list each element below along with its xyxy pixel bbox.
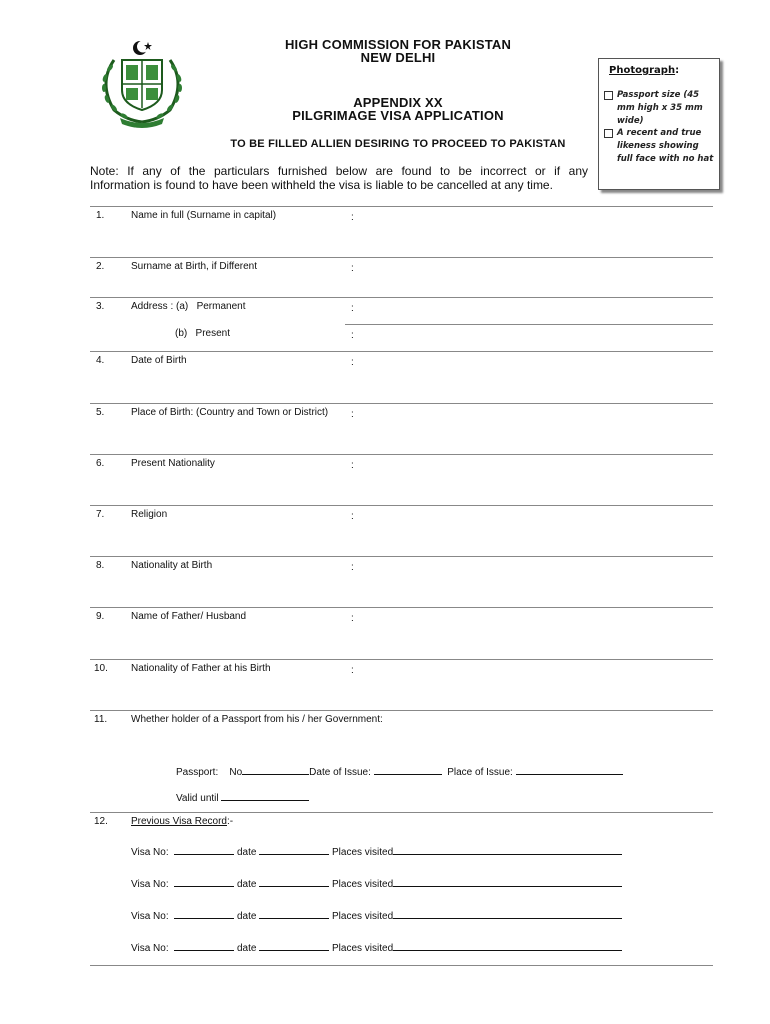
photograph-requirements — [604, 89, 716, 166]
divider — [90, 403, 713, 404]
passport-valid-row: Valid until — [176, 790, 309, 804]
pakistan-emblem — [92, 38, 192, 128]
photo-requirement-likeness: A recent and true likeness showing full face with no hat — [604, 127, 716, 165]
passport-number-blank[interactable] — [242, 764, 309, 775]
visa-record-row: Visa No: date Places visited — [131, 876, 622, 890]
divider — [90, 297, 713, 298]
org-city: NEW DELHI — [360, 50, 436, 65]
visa-date-blank[interactable] — [259, 844, 329, 855]
divider — [345, 324, 713, 325]
places-visited-blank[interactable] — [393, 908, 622, 919]
visa-number-blank[interactable] — [174, 908, 234, 919]
warning-note — [90, 164, 588, 192]
emblem-icon — [92, 38, 192, 128]
visa-date-blank[interactable] — [259, 876, 329, 887]
divider — [90, 556, 713, 557]
checkbox-icon — [604, 129, 613, 138]
divider — [90, 659, 713, 660]
note-line-2: Information is found to have been withheld the visa is liable to be cancelled at any time. — [90, 178, 553, 192]
places-visited-blank[interactable] — [393, 876, 622, 887]
passport-details-row: Passport: No Date of Issue: Place of Issue: — [176, 764, 623, 778]
divider — [90, 351, 713, 352]
visa-date-blank[interactable] — [259, 908, 329, 919]
visa-record-row: Visa No: date Places visited — [131, 908, 622, 922]
divider — [90, 454, 713, 455]
photograph-title: Photograph: — [609, 65, 680, 76]
form-title: PILGRIMAGE VISA APPLICATION — [292, 108, 504, 123]
places-visited-blank[interactable] — [393, 844, 622, 855]
divider — [90, 812, 713, 813]
divider — [90, 505, 713, 506]
visa-record-row: Visa No: date Places visited — [131, 940, 622, 954]
divider — [90, 965, 713, 966]
divider — [90, 206, 713, 207]
photograph-box[interactable] — [598, 58, 720, 190]
visa-number-blank[interactable] — [174, 876, 234, 887]
visa-number-blank[interactable] — [174, 844, 234, 855]
divider — [90, 607, 713, 608]
form-instruction: TO BE FILLED ALLIEN DESIRING TO PROCEED TO PAKISTAN — [230, 138, 566, 150]
visa-date-blank[interactable] — [259, 940, 329, 951]
note-line-1: Note: If any of the particulars furnished below are found to be incorrect or if any — [90, 164, 588, 178]
visa-record-title: Previous Visa Record:- — [131, 816, 234, 827]
valid-until-blank[interactable] — [221, 790, 309, 801]
visa-record-number: 12. — [94, 816, 108, 827]
checkbox-icon — [604, 91, 613, 100]
photo-requirement-size: Passport size (45 mm high x 35 mm wide) — [604, 89, 716, 127]
org-name: HIGH COMMISSION FOR PAKISTAN — [284, 37, 512, 52]
issue-place-blank[interactable] — [516, 764, 623, 775]
visa-record-row: Visa No: date Places visited — [131, 844, 622, 858]
appendix-label: APPENDIX XX — [353, 95, 443, 110]
issue-date-blank[interactable] — [374, 764, 442, 775]
places-visited-blank[interactable] — [393, 940, 622, 951]
divider — [90, 257, 713, 258]
visa-number-blank[interactable] — [174, 940, 234, 951]
divider — [90, 710, 713, 711]
